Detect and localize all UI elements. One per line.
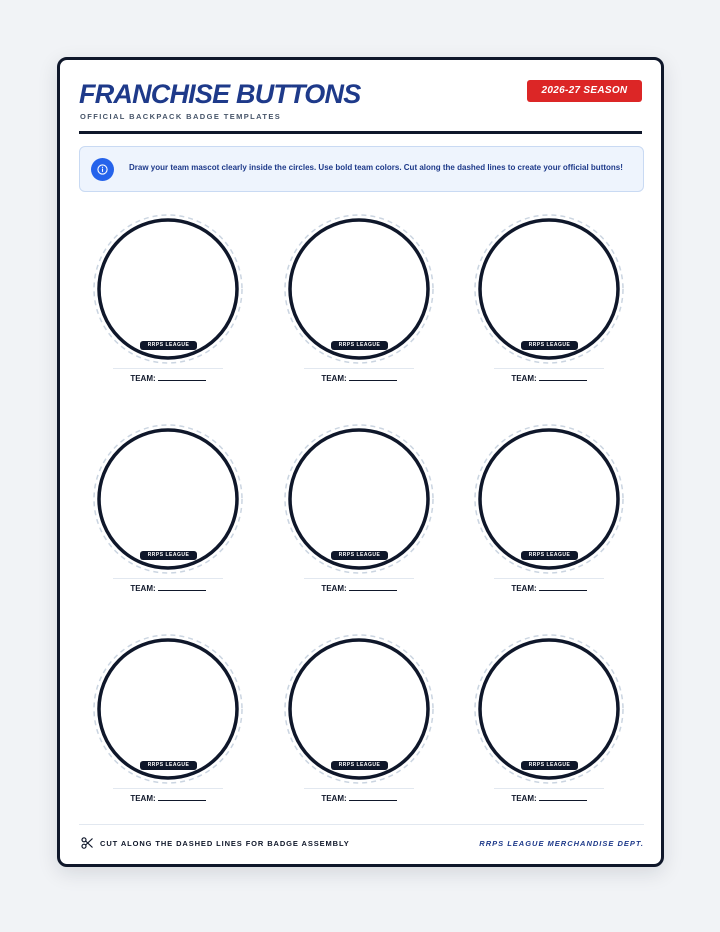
team-name-field[interactable]	[284, 584, 434, 593]
divider	[494, 788, 604, 789]
team-write-line[interactable]	[539, 374, 587, 381]
page-title: FRANCHISE BUTTONS	[79, 79, 361, 109]
badge-template	[474, 634, 624, 814]
header	[79, 76, 642, 134]
team-write-line[interactable]	[349, 584, 397, 591]
page-subtitle: OFFICIAL BACKPACK BADGE TEMPLATES	[80, 112, 282, 121]
team-write-line[interactable]	[158, 374, 206, 381]
divider	[113, 368, 223, 369]
divider	[113, 578, 223, 579]
divider	[494, 368, 604, 369]
badge-template	[93, 634, 243, 814]
badge-template	[93, 214, 243, 394]
team-label: TEAM:	[130, 374, 156, 383]
instructions-text: Draw your team mascot clearly inside the circles. Use bold team colors. Cut along the dashed lines to create your official buttons!	[129, 163, 623, 172]
footer	[79, 824, 644, 854]
badge-template	[474, 424, 624, 604]
league-tag: RRPS LEAGUE	[331, 341, 388, 350]
team-label: TEAM:	[321, 794, 347, 803]
team-name-field[interactable]	[474, 794, 624, 803]
cut-instructions: CUT ALONG THE DASHED LINES FOR BADGE ASSEMBLY	[100, 839, 350, 848]
league-tag: RRPS LEAGUE	[521, 551, 578, 560]
team-write-line[interactable]	[158, 794, 206, 801]
team-name-field[interactable]	[93, 584, 243, 593]
league-tag: RRPS LEAGUE	[140, 341, 197, 350]
divider	[304, 368, 414, 369]
divider	[113, 788, 223, 789]
team-label: TEAM:	[321, 584, 347, 593]
badge-template	[93, 424, 243, 604]
team-name-field[interactable]	[284, 794, 434, 803]
info-icon	[91, 158, 114, 181]
league-tag: RRPS LEAGUE	[140, 551, 197, 560]
team-write-line[interactable]	[158, 584, 206, 591]
department-credit: RRPS LEAGUE MERCHANDISE DEPT.	[479, 839, 644, 848]
scissors-icon	[81, 837, 93, 849]
team-name-field[interactable]	[284, 374, 434, 383]
badge-template-sheet	[57, 57, 664, 867]
badge-template	[284, 424, 434, 604]
league-tag: RRPS LEAGUE	[331, 551, 388, 560]
team-name-field[interactable]	[474, 374, 624, 383]
league-tag: RRPS LEAGUE	[521, 761, 578, 770]
team-write-line[interactable]	[349, 374, 397, 381]
badge-template	[474, 214, 624, 394]
divider	[304, 788, 414, 789]
badge-template	[284, 214, 434, 394]
league-tag: RRPS LEAGUE	[331, 761, 388, 770]
team-write-line[interactable]	[539, 794, 587, 801]
badge-template	[284, 634, 434, 814]
team-write-line[interactable]	[349, 794, 397, 801]
league-tag: RRPS LEAGUE	[140, 761, 197, 770]
team-label: TEAM:	[511, 794, 537, 803]
instructions-banner	[79, 146, 644, 192]
team-label: TEAM:	[511, 374, 537, 383]
divider	[494, 578, 604, 579]
league-tag: RRPS LEAGUE	[521, 341, 578, 350]
team-label: TEAM:	[130, 584, 156, 593]
team-name-field[interactable]	[93, 374, 243, 383]
team-write-line[interactable]	[539, 584, 587, 591]
divider	[304, 578, 414, 579]
team-label: TEAM:	[511, 584, 537, 593]
team-name-field[interactable]	[93, 794, 243, 803]
season-badge: 2026-27 SEASON	[527, 80, 642, 102]
team-name-field[interactable]	[474, 584, 624, 593]
team-label: TEAM:	[130, 794, 156, 803]
team-label: TEAM:	[321, 374, 347, 383]
